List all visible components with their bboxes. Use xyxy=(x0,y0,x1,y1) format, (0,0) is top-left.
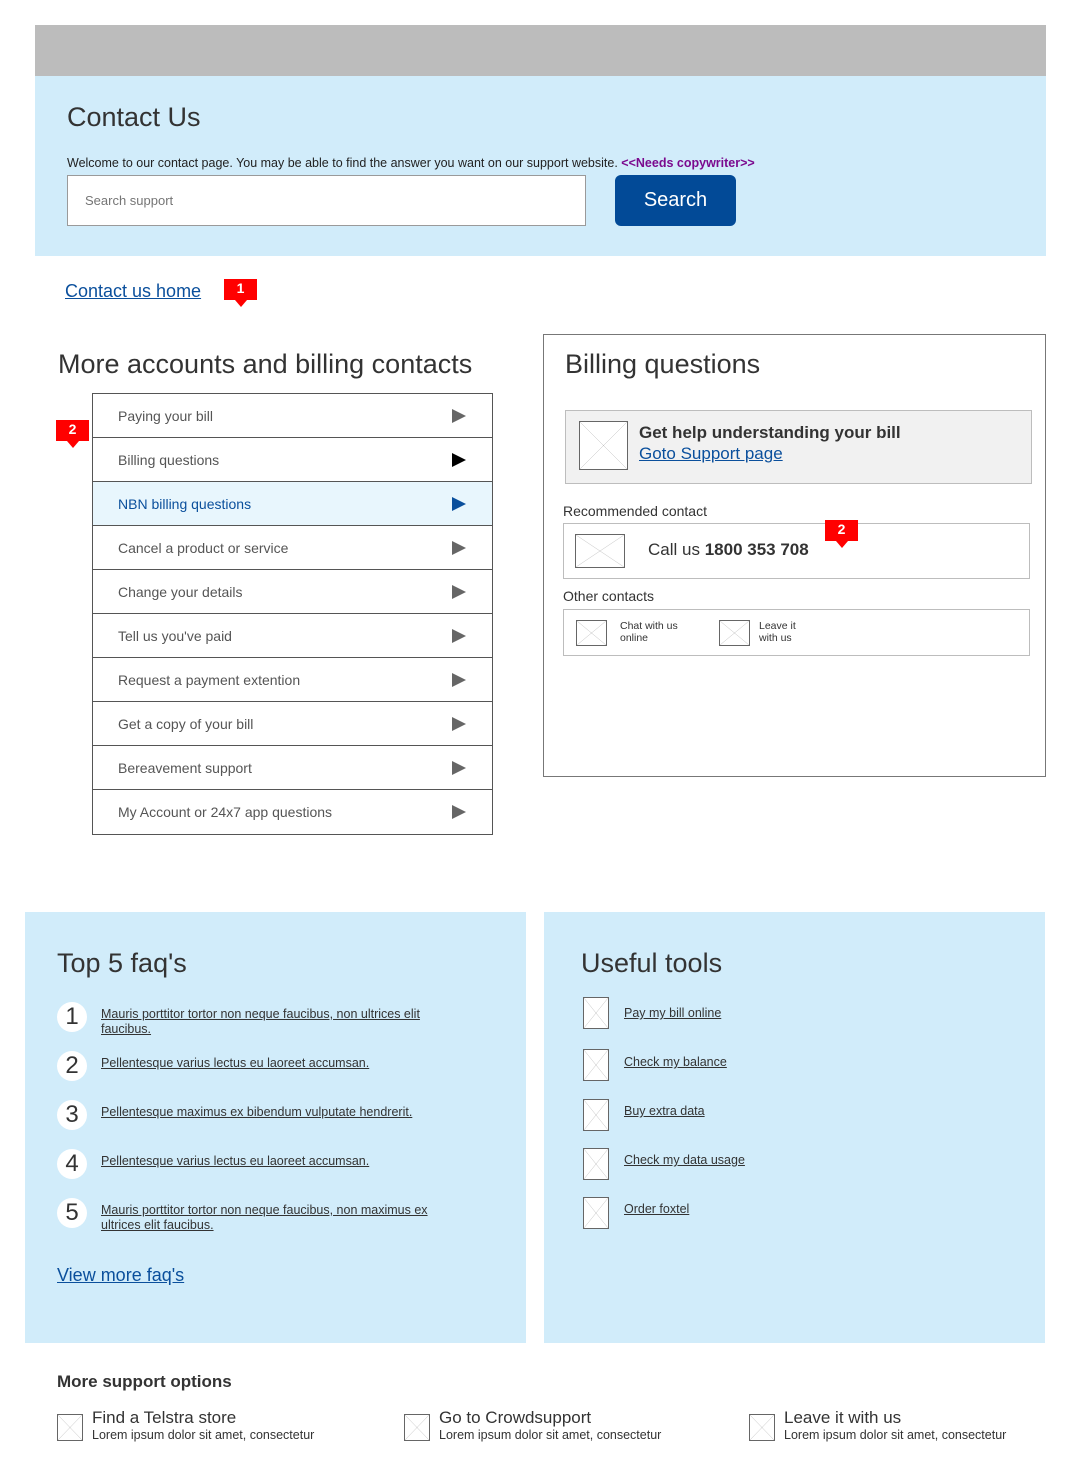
menu-item-paying-your-bill[interactable] xyxy=(93,394,492,438)
support-option-crowdsupport[interactable] xyxy=(439,1408,661,1442)
breadcrumb-contact-home[interactable]: Contact us home xyxy=(65,281,202,301)
support-option-leave-it[interactable] xyxy=(784,1408,1006,1442)
page-title: Contact Us xyxy=(67,102,201,132)
support-option-title: Leave it with us xyxy=(784,1408,902,1427)
goto-support-link[interactable]: Goto Support page xyxy=(639,444,783,463)
faq-number: 2 xyxy=(57,1051,87,1081)
faq-link-4[interactable]: Pellentesque varius lectus eu laoreet accumsan. xyxy=(101,1154,370,1168)
hero-intro xyxy=(67,156,755,170)
tool-data-usage-link[interactable]: Check my data usage xyxy=(624,1153,745,1167)
faq-link-1[interactable]: Mauris porttitor tortor non neque faucibus, non ultrices elit faucibus. xyxy=(101,1007,420,1036)
play-arrow-icon xyxy=(452,761,466,775)
billing-questions-panel xyxy=(543,334,1046,777)
menu-item-cancel-product[interactable] xyxy=(93,526,492,570)
image-placeholder-icon xyxy=(579,421,628,470)
faq-section xyxy=(25,912,526,1343)
faq-number: 5 xyxy=(57,1198,87,1228)
tool-placeholder-icon xyxy=(583,1099,609,1131)
other-contacts-label: Other contacts xyxy=(563,588,655,604)
leave-line-2: with us xyxy=(759,632,792,644)
play-arrow-icon xyxy=(452,717,466,731)
recommended-contact-card[interactable] xyxy=(563,523,1030,579)
menu-item-label: Tell us you've paid xyxy=(118,627,232,644)
leave-it-link[interactable] xyxy=(759,620,796,644)
view-more-faqs-link[interactable]: View more faq's xyxy=(57,1265,185,1285)
menu-item-bereavement-support[interactable] xyxy=(93,746,492,790)
support-option-store[interactable] xyxy=(92,1408,314,1442)
call-number: 1800 353 708 xyxy=(704,540,809,559)
tool-order-foxtel-link[interactable]: Order foxtel xyxy=(624,1202,690,1216)
copywriter-note: <<Needs copywriter>> xyxy=(621,156,755,170)
menu-item-label: Bereavement support xyxy=(118,759,252,776)
menu-item-billing-questions[interactable] xyxy=(93,438,492,482)
crowdsupport-placeholder-icon xyxy=(404,1414,430,1441)
tools-title: Useful tools xyxy=(581,948,723,978)
play-arrow-icon xyxy=(452,541,466,555)
tool-placeholder-icon xyxy=(583,1197,609,1229)
play-arrow-icon xyxy=(452,409,466,423)
menu-item-label: Request a payment extention xyxy=(118,671,301,688)
chat-placeholder-icon xyxy=(576,620,607,646)
menu-item-label: Billing questions xyxy=(118,451,220,468)
tool-placeholder-icon xyxy=(583,1049,609,1081)
support-option-desc: Lorem ipsum dolor sit amet, consectetur xyxy=(784,1428,1007,1442)
support-option-title: Go to Crowdsupport xyxy=(439,1408,592,1427)
tool-pay-bill-link[interactable]: Pay my bill online xyxy=(624,1006,722,1020)
hero-intro-text: Welcome to our contact page. You may be able to find the answer you want on our support website. xyxy=(67,156,618,170)
annotation-marker-2-menu: 2 xyxy=(56,420,89,441)
phone-placeholder-icon xyxy=(575,534,625,568)
menu-item-nbn-billing-questions[interactable] xyxy=(93,482,492,526)
menu-item-payment-extension[interactable] xyxy=(93,658,492,702)
billing-menu xyxy=(92,393,493,835)
other-contacts-card xyxy=(563,609,1030,656)
top-bar xyxy=(35,25,1046,76)
more-support-title: More support options xyxy=(57,1372,232,1391)
call-us-text xyxy=(648,540,809,560)
chat-line-1: Chat with us xyxy=(620,620,678,632)
play-arrow-icon xyxy=(452,585,466,599)
useful-tools-section xyxy=(544,912,1045,1343)
play-arrow-icon xyxy=(452,629,466,643)
menu-item-label: NBN billing questions xyxy=(118,495,252,512)
play-arrow-icon xyxy=(452,805,466,819)
tool-placeholder-icon xyxy=(583,1148,609,1180)
menu-item-label: Paying your bill xyxy=(118,407,213,424)
annotation-marker-2-call: 2 xyxy=(825,520,858,541)
support-option-desc: Lorem ipsum dolor sit amet, consectetur xyxy=(439,1428,662,1442)
play-arrow-icon xyxy=(452,497,466,511)
menu-item-tell-us-paid[interactable] xyxy=(93,614,492,658)
store-placeholder-icon xyxy=(57,1414,83,1441)
panel-title: Billing questions xyxy=(565,349,761,379)
play-arrow-icon xyxy=(452,453,466,467)
search-button[interactable]: Search xyxy=(615,175,736,226)
faq-number: 1 xyxy=(57,1002,87,1032)
menu-item-my-account-app[interactable] xyxy=(93,790,492,834)
menu-item-label: Change your details xyxy=(118,583,243,600)
leave-line-1: Leave it xyxy=(759,620,796,632)
annotation-marker-1: 1 xyxy=(224,279,257,300)
support-option-title: Find a Telstra store xyxy=(92,1408,237,1427)
help-card xyxy=(565,410,1032,484)
menu-item-label: Get a copy of your bill xyxy=(118,715,254,732)
support-option-desc: Lorem ipsum dolor sit amet, consectetur xyxy=(92,1428,315,1442)
leave-it-placeholder-icon xyxy=(719,620,750,646)
menu-item-copy-of-bill[interactable] xyxy=(93,702,492,746)
play-arrow-icon xyxy=(452,673,466,687)
hero-section xyxy=(35,76,1046,256)
faq-title: Top 5 faq's xyxy=(57,948,187,978)
leave-it-placeholder-icon xyxy=(749,1414,775,1441)
chat-online-link[interactable] xyxy=(620,620,678,644)
help-title: Get help understanding your bill xyxy=(639,423,901,442)
search-input[interactable] xyxy=(67,175,586,226)
menu-item-label: My Account or 24x7 app questions xyxy=(118,804,333,820)
menu-item-change-details[interactable] xyxy=(93,570,492,614)
faq-link-3[interactable]: Pellentesque maximus ex bibendum vulputate hendrerit. xyxy=(101,1105,413,1119)
menu-item-label: Cancel a product or service xyxy=(118,539,289,556)
call-prefix: Call us xyxy=(648,540,700,559)
menu-title: More accounts and billing contacts xyxy=(58,349,473,379)
faq-number: 4 xyxy=(57,1149,87,1179)
tool-buy-data-link[interactable]: Buy extra data xyxy=(624,1104,705,1118)
tool-check-balance-link[interactable]: Check my balance xyxy=(624,1055,727,1069)
recommended-contact-label: Recommended contact xyxy=(563,503,707,519)
tool-placeholder-icon xyxy=(583,997,609,1029)
faq-link-5[interactable]: Mauris porttitor tortor non neque faucibus, non maximus ex ultrices elit faucibus. xyxy=(101,1203,428,1232)
chat-line-2: online xyxy=(620,632,649,644)
faq-link-2[interactable]: Pellentesque varius lectus eu laoreet accumsan. xyxy=(101,1056,370,1070)
faq-number: 3 xyxy=(57,1100,87,1130)
